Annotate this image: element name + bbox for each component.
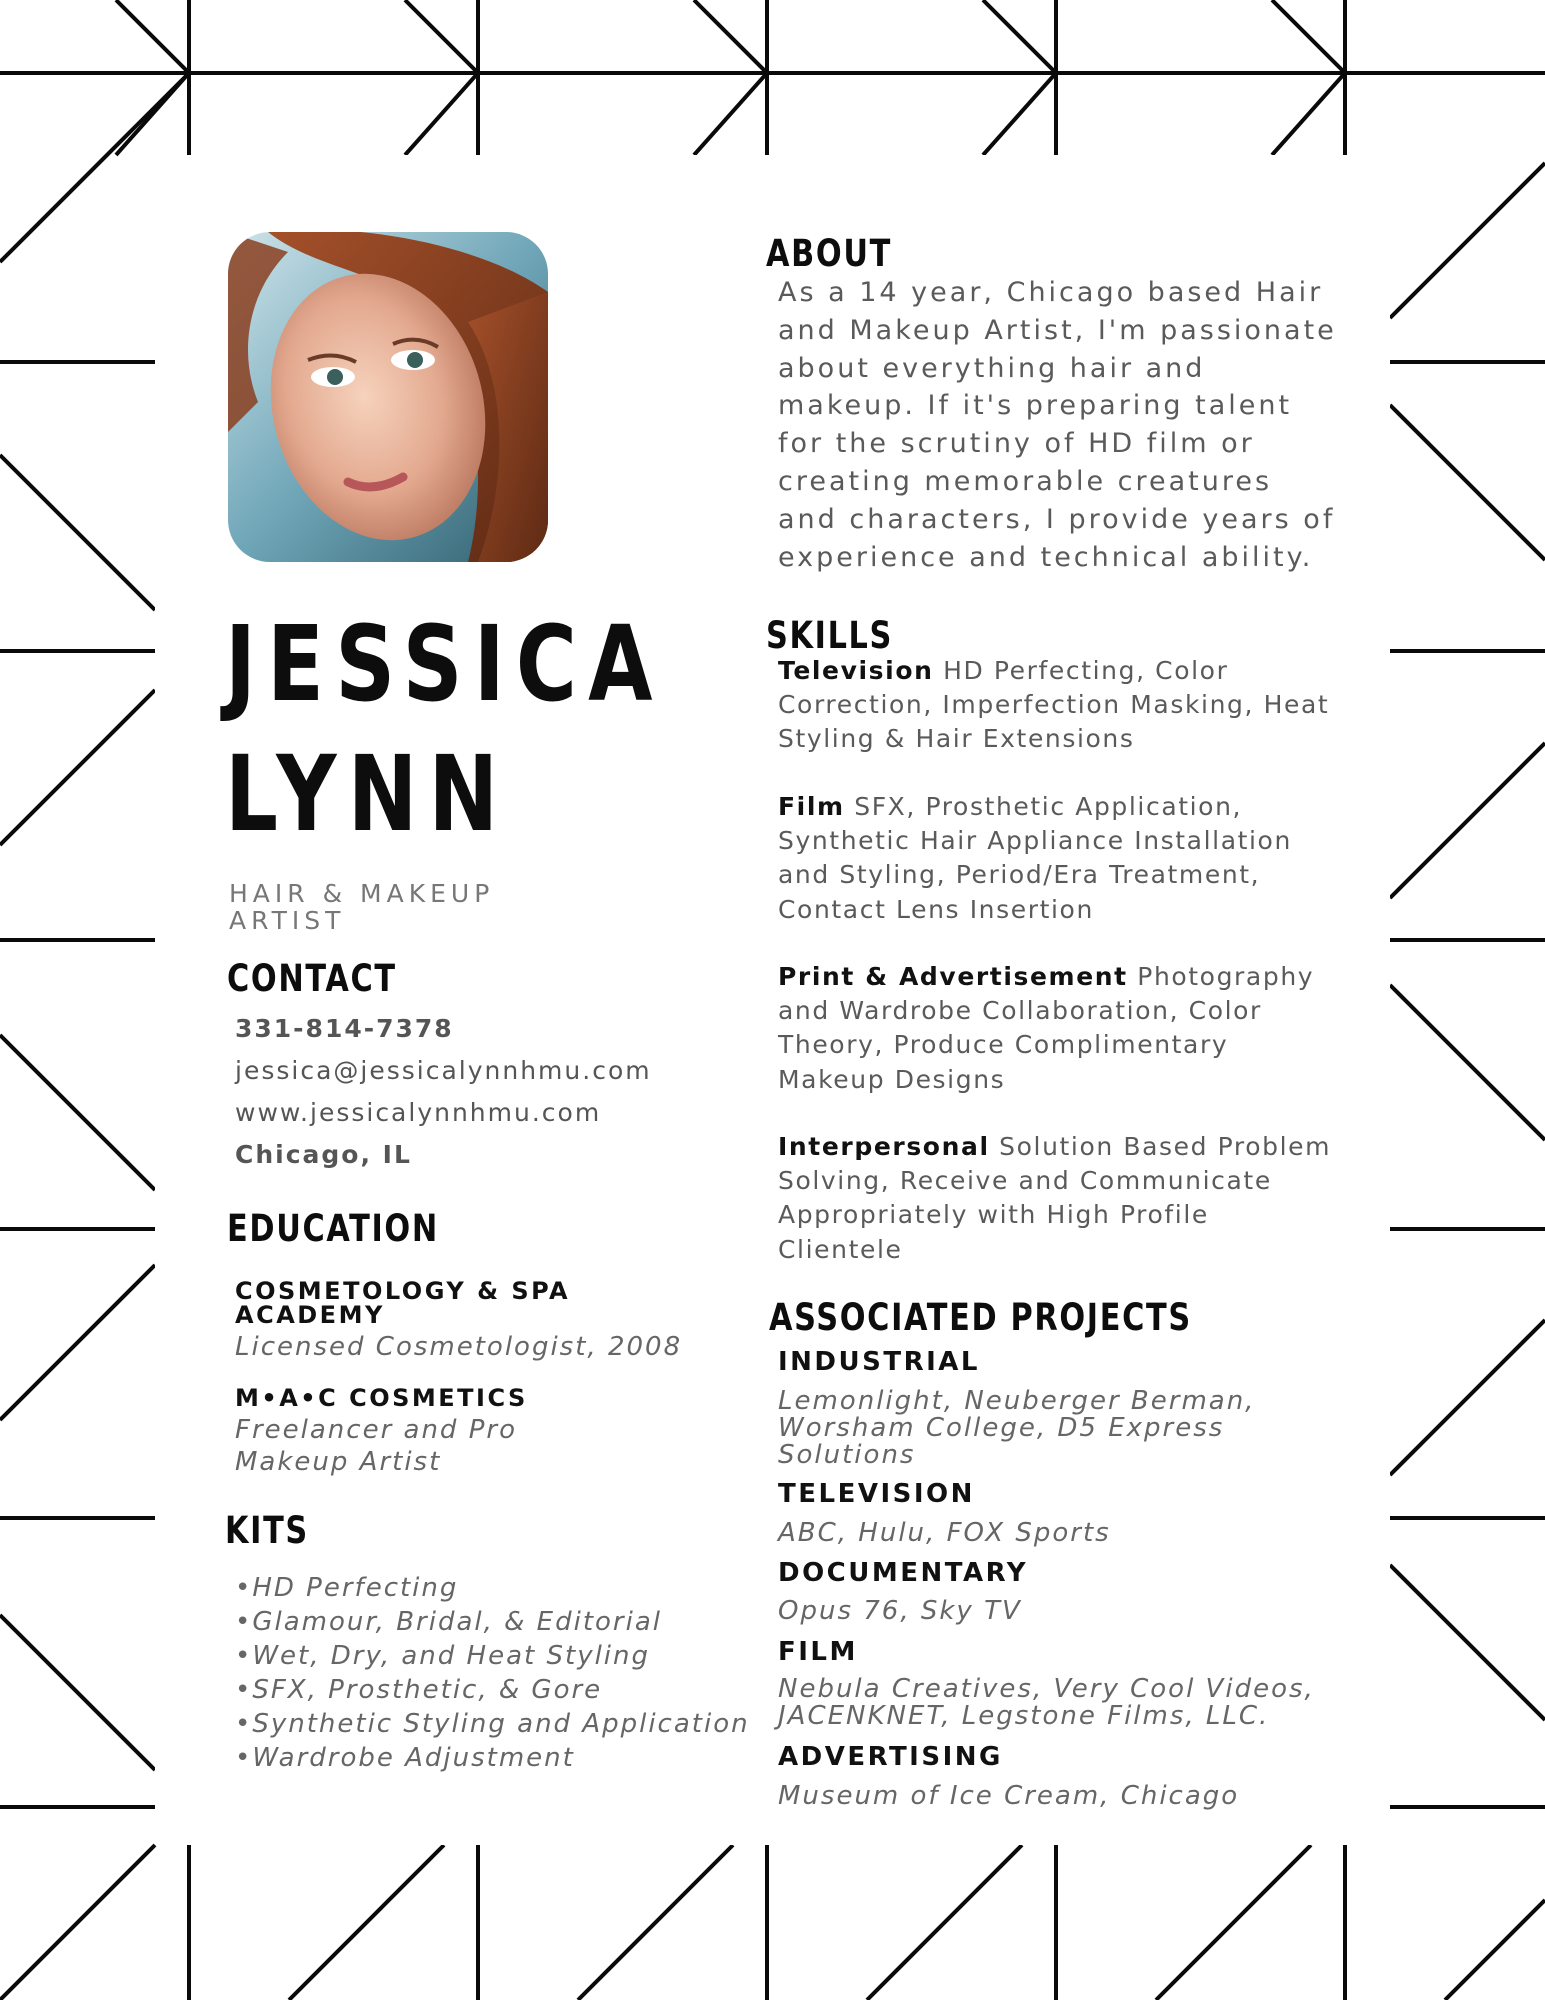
contact-phone: 331-814-7378 — [235, 1014, 454, 1043]
skill-item-interpersonal — [778, 1130, 1338, 1267]
kits-item: • SFX, Prosthetic, & Gore — [235, 1673, 750, 1707]
contact-heading: CONTACT — [227, 957, 397, 1000]
about-text: As a 14 year, Chicago based Hair and Makeup Artist, I'm passionate about everything hair and makeup. If it's preparing talent for the scrutiny of HD film or creating memorable creatures and characters, I provide years of experience and technical ability. — [778, 277, 1337, 573]
project-clients-documentary: Opus 76, Sky TV — [778, 1596, 1022, 1626]
skills-heading: SKILLS — [766, 614, 894, 657]
kits-item: • Synthetic Styling and Application — [235, 1707, 750, 1741]
kits-item: • HD Perfecting — [235, 1571, 750, 1605]
project-category-television: TELEVISION — [778, 1479, 975, 1509]
education-school-2: M•A•C COSMETICS — [235, 1384, 528, 1412]
kits-heading: KITS — [225, 1509, 309, 1552]
project-category-film: FILM — [778, 1637, 858, 1667]
kits-list — [235, 1571, 750, 1775]
project-category-industrial: INDUSTRIAL — [778, 1347, 980, 1377]
education-detail-2: Freelancer and Pro Makeup Artist — [235, 1415, 517, 1477]
project-category-documentary: DOCUMENTARY — [778, 1558, 1029, 1588]
about-heading: ABOUT — [766, 232, 892, 275]
skill-text: SFX, Prosthetic Application, Synthetic Hair Appliance Installation and Styling, Period/Era Treatment, Contact Lens Insertion — [778, 792, 1292, 924]
skill-label: Television — [778, 656, 934, 685]
kits-item: • Wardrobe Adjustment — [235, 1741, 750, 1775]
skill-label: Print & Advertisement — [778, 962, 1128, 991]
project-category-advertising: ADVERTISING — [778, 1742, 1003, 1772]
project-clients-advertising: Museum of Ice Cream, Chicago — [778, 1781, 1240, 1811]
project-clients-film: Nebula Creatives, Very Cool Videos, JACENKNET, Legstone Films, LLC. — [778, 1674, 1315, 1731]
skill-label: Interpersonal — [778, 1132, 990, 1161]
skill-item-print — [778, 960, 1338, 1097]
skill-text: Solution Based Problem Solving, Receive and Communicate Appropriately with High Profile Clientele — [778, 1132, 1332, 1264]
contact-website: www.jessicalynnhmu.com — [235, 1098, 602, 1127]
kits-item: • Glamour, Bridal, & Editorial — [235, 1605, 750, 1639]
contact-location: Chicago, IL — [235, 1140, 412, 1169]
kits-item: • Wet, Dry, and Heat Styling — [235, 1639, 750, 1673]
job-title: HAIR & MAKEUP ARTIST — [229, 879, 495, 935]
education-heading: EDUCATION — [227, 1207, 439, 1250]
projects-heading: ASSOCIATED PROJECTS — [769, 1296, 1192, 1339]
skill-item-film — [778, 790, 1338, 927]
name-first: JESSICA — [225, 603, 664, 725]
education-school-1: COSMETOLOGY & SPA ACADEMY — [235, 1277, 571, 1329]
skill-label: Film — [778, 792, 845, 821]
project-clients-television: ABC, Hulu, FOX Sports — [778, 1518, 1111, 1548]
education-detail-1: Licensed Cosmetologist, 2008 — [235, 1332, 683, 1362]
skill-text: Photography and Wardrobe Collaboration, Color Theory, Produce Complimentary Makeup Designs — [778, 962, 1315, 1094]
skill-item-television — [778, 654, 1338, 757]
project-clients-industrial: Lemonlight, Neuberger Berman, Worsham College, D5 Express Solutions — [778, 1386, 1256, 1470]
contact-email: jessica@jessicalynnhmu.com — [235, 1056, 652, 1085]
name-last: LYNN — [225, 733, 510, 855]
profile-photo — [228, 232, 548, 562]
skill-text: HD Perfecting, Color Correction, Imperfection Masking, Heat Styling & Hair Extensions — [778, 656, 1330, 754]
